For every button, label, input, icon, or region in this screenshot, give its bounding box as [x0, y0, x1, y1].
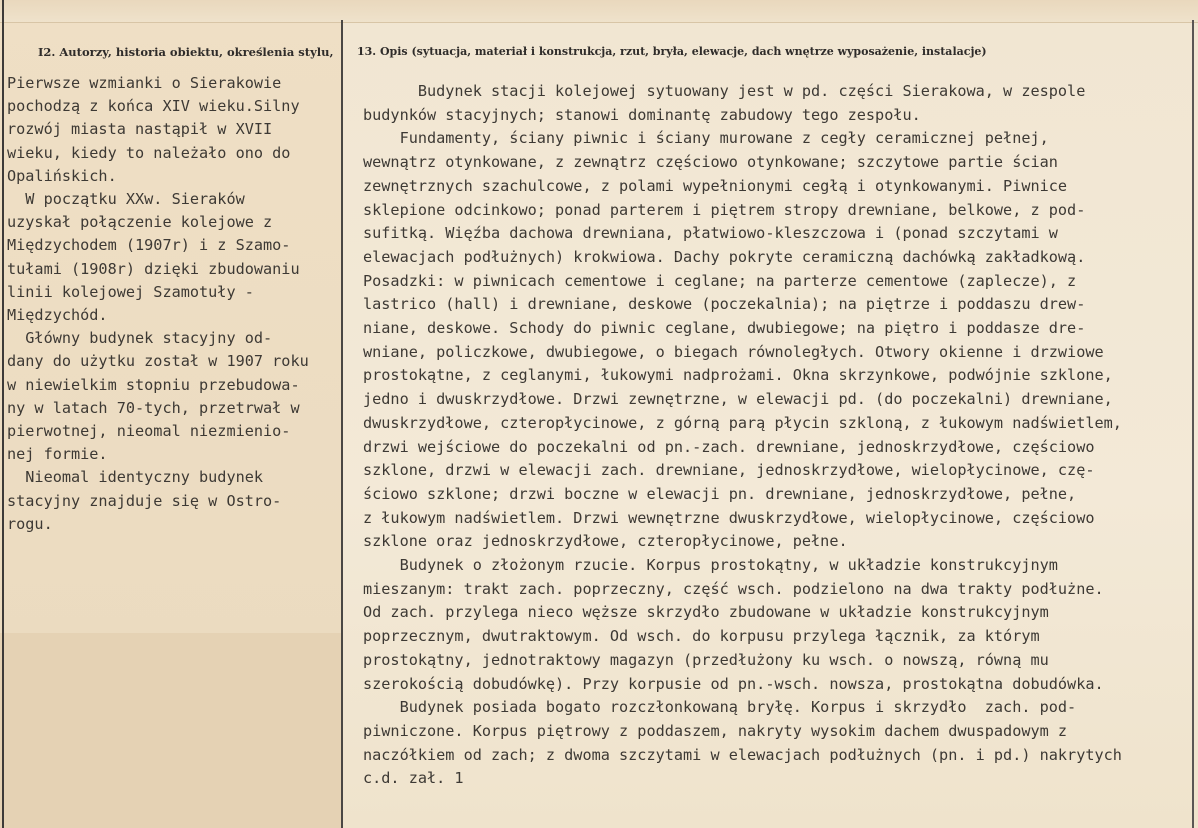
section-12-line: dany do użytku został w 1907 roku — [7, 352, 309, 371]
section-12-line: wieku, kiedy to należało ono do — [7, 143, 291, 162]
section-13-line: budynków stacyjnych; stanowi dominantę zabudowy tego zespołu. — [363, 105, 921, 124]
section-13-line: ściowo szklone; drzwi boczne w elewacji pn. drewniane, jednoskrzydłowe, pełne, — [363, 484, 1077, 503]
section-12-heading: I2. Autorzy, historia obiektu, określenia stylu, — [38, 45, 334, 59]
section-13-line: dwuskrzydłowe, czteropłycinowe, z górną parą płycin szkloną, z łukowym nadświetlem, — [363, 413, 1122, 432]
section-13-line: Fundamenty, ściany piwnic i ściany murowane z cegły ceramicznej pełnej, — [363, 129, 1049, 148]
section-13-line: szerokością dobudówkę). Przy korpusie od pn.-wsch. nowsza, prostokątna dobudówka. — [363, 674, 1104, 693]
section-12-line: pierwotnej, nieomal niezmieniо- — [7, 422, 291, 441]
section-12-line: rogu. — [7, 514, 53, 533]
section-13-line: sklepione odcinkowo; ponad parterem i piętrem stropy drewniane, belkowe, z pod- — [363, 200, 1086, 219]
section-12-line: Nieomal identyczny budynek — [7, 468, 264, 487]
section-12-line: Międzychodem (1907r) i z Szamo- — [7, 236, 291, 255]
section-13-line: Budynek posiada bogato rozczłonkowaną bryłę. Korpus i skrzydło zach. pod- — [363, 698, 1077, 717]
section-12-line: Międzychód. — [7, 306, 108, 325]
section-13-line: c.d. zał. 1 — [363, 769, 464, 788]
section-12-line: uzyskał połączenie kolejowe z — [7, 213, 273, 232]
section-13-line: niane, deskowe. Schody do piwnic ceglane, dwubiegowe; na piętro i poddasze dre- — [363, 319, 1086, 338]
section-12-line: Pierwsze wzmianki o Sierakowie — [7, 74, 282, 92]
section-13-line: szklone oraz jednoskrzydłowe, czteropłycinowe, pełne. — [363, 532, 848, 551]
card-top-edge — [0, 0, 1198, 23]
section-12-line: W początku XXw. Sieraków — [7, 190, 245, 209]
section-13-line: z łukowym nadświetlem. Drzwi wewnętrzne dwuskrzydłowe, wielopłycinowe, częściowo — [363, 508, 1095, 527]
section-13-line: Od zach. przylega nieco węższe skrzydło zbudowane w układzie konstrukcyjnym — [363, 603, 1049, 622]
section-12-line: linii kolejowej Szamotuły - — [7, 282, 254, 301]
section-13-line: mieszanym: trakt zach. poprzeczny, część wsch. podzielono na dwa trakty podłużne. — [363, 579, 1104, 598]
section-12-line: stacyjny znajduje się w Ostro- — [7, 491, 282, 510]
section-12-text — [7, 72, 340, 536]
section-12-line: pochodzą z końca XIV wieku.Silny — [7, 97, 300, 116]
section-13-line: prostokątny, jednotraktowy magazyn (przedłużony ku wsch. o nowszą, równą mu — [363, 650, 1049, 669]
section-13-line: poprzecznym, dwutraktowym. Od wsch. do korpusu przylega łącznik, za którym — [363, 627, 1040, 646]
section-13-line: Budynek o złożonym rzucie. Korpus prostokątny, w układzie konstrukcyjnym — [363, 556, 1058, 575]
section-13-line: naczółkiem od zach; z dwoma szczytami w elewacjach podłużnych (pn. i pd.) nakrytych — [363, 745, 1122, 764]
section-12-line: ny w latach 70-tych, przetrwał w — [7, 398, 300, 417]
section-13-line: sufitką. Więźba dachowa drewniana, płatwiowo-kleszczowa i (ponad szczytami w — [363, 224, 1058, 243]
section-13-heading: 13. Opis (sytuacja, materiał i konstrukcja, rzut, bryła, elewacje, dach wnętrze wyposażenie, instalacje) — [357, 45, 987, 58]
section-13-line: elewacjach podłużnych) krokwiowa. Dachy pokryte ceramiczną dachówką zakładkową. — [363, 247, 1086, 266]
section-13-line: prostokątne, z ceglanymi, łukowymi nadprożami. Okna skrzynkowe, podwójnie szklone, — [363, 366, 1113, 385]
section-13-line: Posadzki: w piwnicach cementowe i ceglane; na parterze cementowe (zaplecze), z — [363, 271, 1077, 290]
section-12-line: w niewielkim stopniu przebudowa- — [7, 375, 300, 394]
section-13-line: zewnętrznych szachulcowe, z polami wypełnionymi cegłą i otynkowanymi. Piwnice — [363, 176, 1068, 195]
section-12-line: Główny budynek stacyjny od- — [7, 329, 273, 348]
section-13-line: szklone, drzwi w elewacji zach. drewniane, jednoskrzydłowe, wielopłycinowe, czę- — [363, 461, 1095, 480]
section-13-line: wniane, policzkowe, dwubiegowe, o biegach równoległych. Otwory okienne i drzwiowe — [363, 342, 1104, 361]
section-13-line: lastrico (hall) i drewniane, deskowe (poczekalnia); na piętrze i poddaszu drew- — [363, 295, 1086, 314]
section-13-line: Budynek stacji kolejowej sytuowany jest w pd. części Sierakowa, w zespole — [363, 82, 1086, 100]
column-divider-line — [341, 20, 343, 828]
section-12-line: tułami (1908r) dzięki zbudowaniu — [7, 259, 300, 278]
right-border-line — [1192, 20, 1194, 828]
section-13-line: drzwi wejściowe do poczekalni od pn.-zach. drewniane, jednoskrzydłowe, częściowo — [363, 437, 1095, 456]
section-12-line: nej formie. — [7, 445, 108, 464]
section-13-text — [363, 80, 1191, 791]
section-13-line: jedno i dwuskrzydłowe. Drzwi zewnętrzne, w elewacji pd. (do poczekalni) drewniane, — [363, 390, 1113, 409]
section-12-line: Opalińskich. — [7, 166, 117, 185]
section-12-line: rozwój miasta nastąpił w XVII — [7, 120, 273, 139]
left-border-line — [2, 0, 4, 828]
section-13-line: wewnątrz otynkowane, z zewnątrz częściowo otynkowane; szczytowe partie ścian — [363, 153, 1058, 172]
section-13-line: piwniczone. Korpus piętrowy z poddaszem, nakryty wysokim dachem dwuspadowym z — [363, 721, 1068, 740]
